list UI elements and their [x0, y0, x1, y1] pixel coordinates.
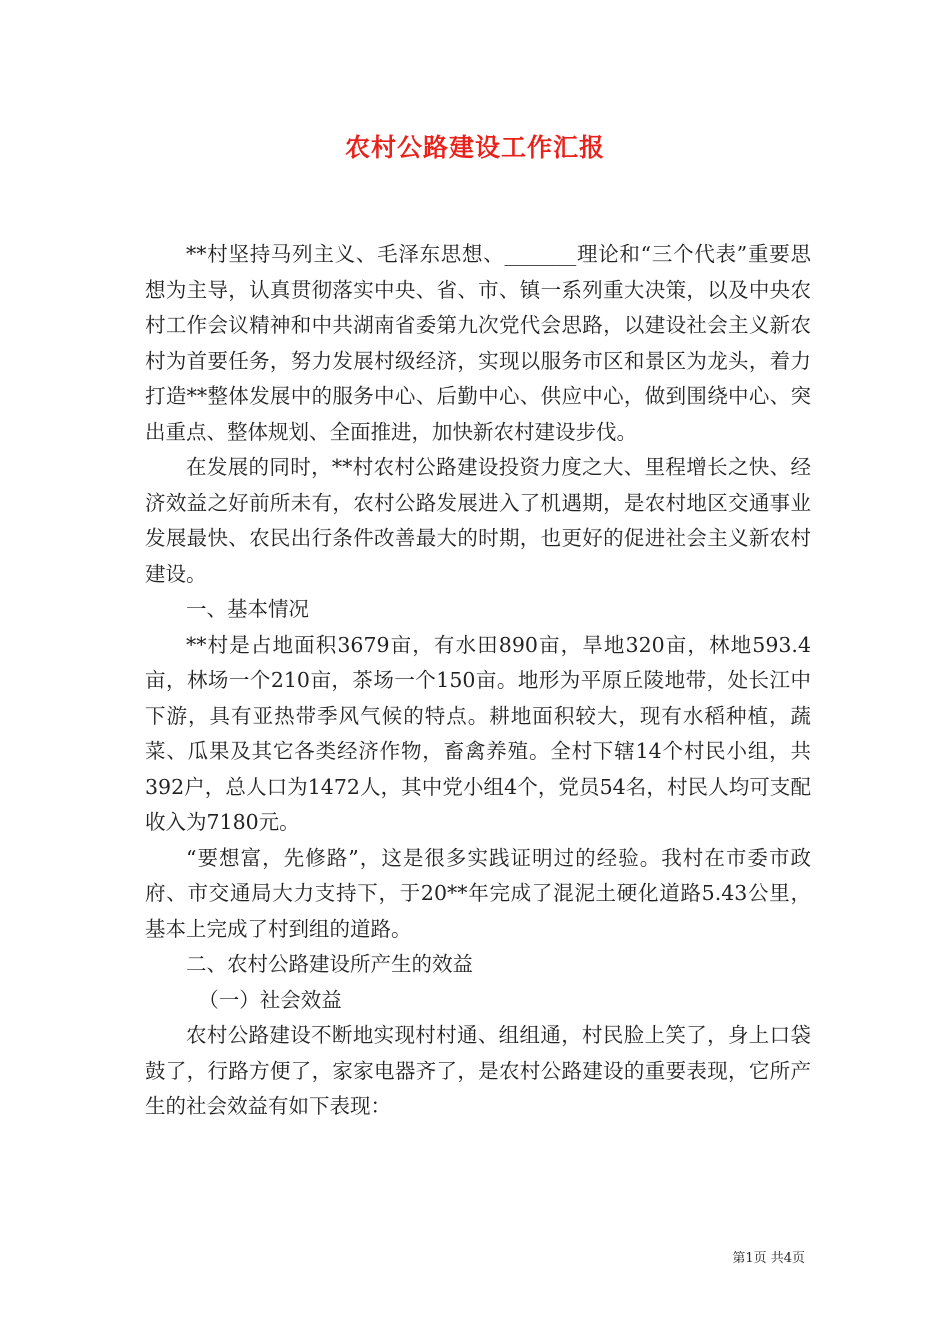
section-heading-benefits: 二、农村公路建设所产生的效益	[186, 952, 473, 976]
paragraph-development: 在发展的同时，**村农村公路建设投资力度之大、里程增长之快、经济效益之好前所未有，农村公路发展进入了机遇期，是农村地区交通事业发展最快、农民出行条件改善最大的时期，也更好的促进社会主义新农村建设。	[145, 455, 811, 586]
paragraph-road-experience: “要想富，先修路”，这是很多实践证明过的经验。我村在市委市政府、市交通局大力支持下，于20**年完成了混泥土硬化道路5.43公里，基本上完成了村到组的道路。	[145, 845, 811, 941]
paragraph-basic-info: **村是占地面积3679亩，有水田890亩，旱地320亩，林地593.4亩，林场一个210亩，茶场一个150亩。地形为平原丘陵地带，处长江中下游，具有亚热带季风气候的特点。耕地面积较大，现有水稻种植，蔬菜、瓜果及其它各类经济作物，畜禽养殖。全村下辖14个村民小组，共392户，总人口为1472人，其中党小组4个，党员54名，村民人均可支配收入为7180元。	[145, 632, 811, 834]
paragraph-social-benefits: 农村公路建设不断地实现村村通、组组通，村民脸上笑了，身上口袋鼓了，行路方便了，家家电器齐了，是农村公路建设的重要表现，它所产生的社会效益有如下表现：	[145, 1023, 811, 1118]
subsection-heading-social: （一）社会效益	[198, 987, 342, 1012]
section-heading-basic: 一、基本情况	[186, 597, 309, 621]
document-title: 农村公路建设工作汇报	[344, 133, 605, 162]
document-body	[145, 237, 811, 1125]
page-number: 第1页 共4页	[732, 1251, 805, 1266]
paragraph-intro: **村坚持马列主义、毛泽东思想、_______理论和“三个代表”重要思想为主导，认真贯彻落实中央、省、市、镇一系列重大决策，以及中央农村工作会议精神和中共湖南省委第九次党代会思路，以建设社会主义新农村为首要任务，努力发展村级经济，实现以服务市区和景区为龙头，着力打造**整体发展中的服务中心、后勤中心、供应中心，做到围绕中心、突出重点、整体规划、全面推进，加快新农村建设步伐。	[145, 242, 811, 444]
